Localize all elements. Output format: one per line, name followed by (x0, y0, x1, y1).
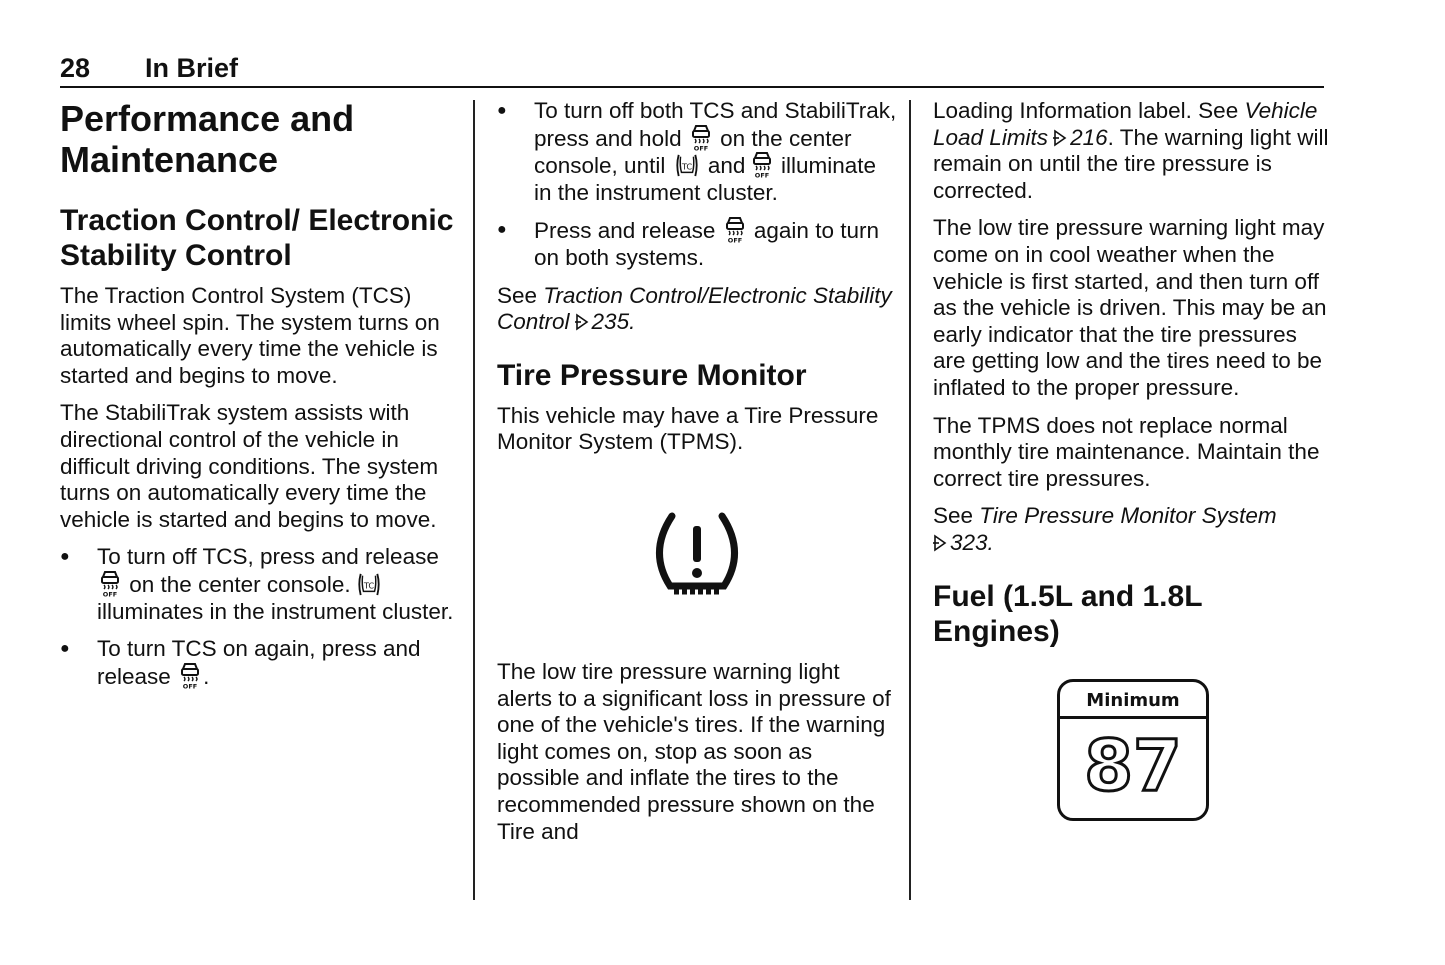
cross-reference: See Tire Pressure Monitor System 323. (933, 503, 1277, 555)
column-divider (473, 100, 475, 900)
list-item: ● To turn off both TCS and StabiliTrak, press and hold on the center console, until and illuminate in the instrument cluster. (497, 98, 897, 206)
column-3 (933, 98, 1333, 821)
tire-pressure-heading: Tire Pressure Monitor (497, 358, 807, 392)
column-2 (497, 98, 897, 856)
reference-page: 235 (591, 309, 630, 335)
tpms-warning-paragraph: The low tire pressure warning light alerts to a significant loss in pressure of one of the vehicle's tires. If the warning light comes on, stop as soon as possible and inflate the tires to the recommended pressure shown on the Tire and (497, 658, 891, 844)
list-item: ● To turn off TCS, press and release on the center console. illuminates in the instrument cluster. (60, 544, 460, 625)
tcs-bullet-list (60, 544, 460, 690)
loading-info-paragraph: Loading Information label. See Vehicle Load Limits 216. The warning light will remain on until the tire pressure is corrected. (933, 98, 1329, 203)
cross-reference: See Traction Control/Electronic Stability Control 235. (497, 282, 892, 335)
octane-divider (1060, 716, 1206, 719)
list-item: ● Press and release again to turn on both systems. (497, 217, 897, 271)
octane-number: 87 (1084, 724, 1182, 807)
page-header (60, 52, 1324, 88)
octane-minimum-text: Minimum (1086, 689, 1180, 711)
traction-control-off-icon (180, 663, 200, 689)
traction-control-off-icon (100, 571, 120, 597)
stabilitrak-bullet-list (497, 98, 897, 272)
traction-control-heading: Traction Control/ Electronic Stability Control (60, 204, 454, 272)
traction-control-off-icon (691, 125, 711, 151)
tcs-paragraph: The Traction Control System (TCS) limits wheel spin. The system turns on automatically every time the vehicle is started and begins to move. (60, 283, 440, 388)
page-reference-arrow-icon (1053, 129, 1067, 147)
reference-page: 216 (1070, 124, 1108, 150)
page-reference-arrow-icon (933, 534, 947, 552)
page-number: 28 (60, 53, 91, 83)
column-1 (60, 98, 460, 701)
fuel-heading: Fuel (1.5L and 1.8L Engines) (933, 579, 1202, 648)
octane-label (1057, 679, 1209, 821)
tire-pressure-warning-icon (652, 512, 742, 598)
page-reference-arrow-icon (575, 313, 589, 331)
tpms-maintenance-paragraph: The TPMS does not replace normal monthly tire maintenance. Maintain the correct tire pressures. (933, 412, 1320, 491)
cool-weather-paragraph: The low tire pressure warning light may come on in cool weather when the vehicle is first started, and then turn off as the vehicle is driven. This may be an early indicator that the tire pressures are getting low and the tires need to be inflated to the proper pressure. (933, 215, 1327, 400)
traction-control-off-icon (752, 152, 772, 178)
list-item: ● To turn TCS on again, press and release . (60, 636, 460, 690)
traction-control-light-icon (357, 571, 381, 597)
reference-link: Traction Control/Electronic Stability Control (497, 282, 892, 335)
traction-control-off-icon (725, 217, 745, 243)
column-divider (909, 100, 911, 900)
fuel-octane-figure (933, 679, 1333, 821)
reference-link: Vehicle Load Limits (933, 98, 1318, 150)
reference-link: Tire Pressure Monitor System (979, 503, 1277, 529)
traction-control-light-icon (675, 152, 699, 178)
section-title: In Brief (145, 53, 239, 83)
chapter-heading: Performance and Maintenance (60, 98, 355, 180)
tpms-intro: This vehicle may have a Tire Pressure Monitor System (TPMS). (497, 402, 879, 455)
tpms-figure (497, 468, 897, 643)
stabilitrak-paragraph: The StabiliTrak system assists with directional control of the vehicle in difficult driving conditions. The system turns on automatically every time the vehicle is started and begins to move. (60, 400, 439, 532)
reference-page: 323 (950, 529, 988, 555)
